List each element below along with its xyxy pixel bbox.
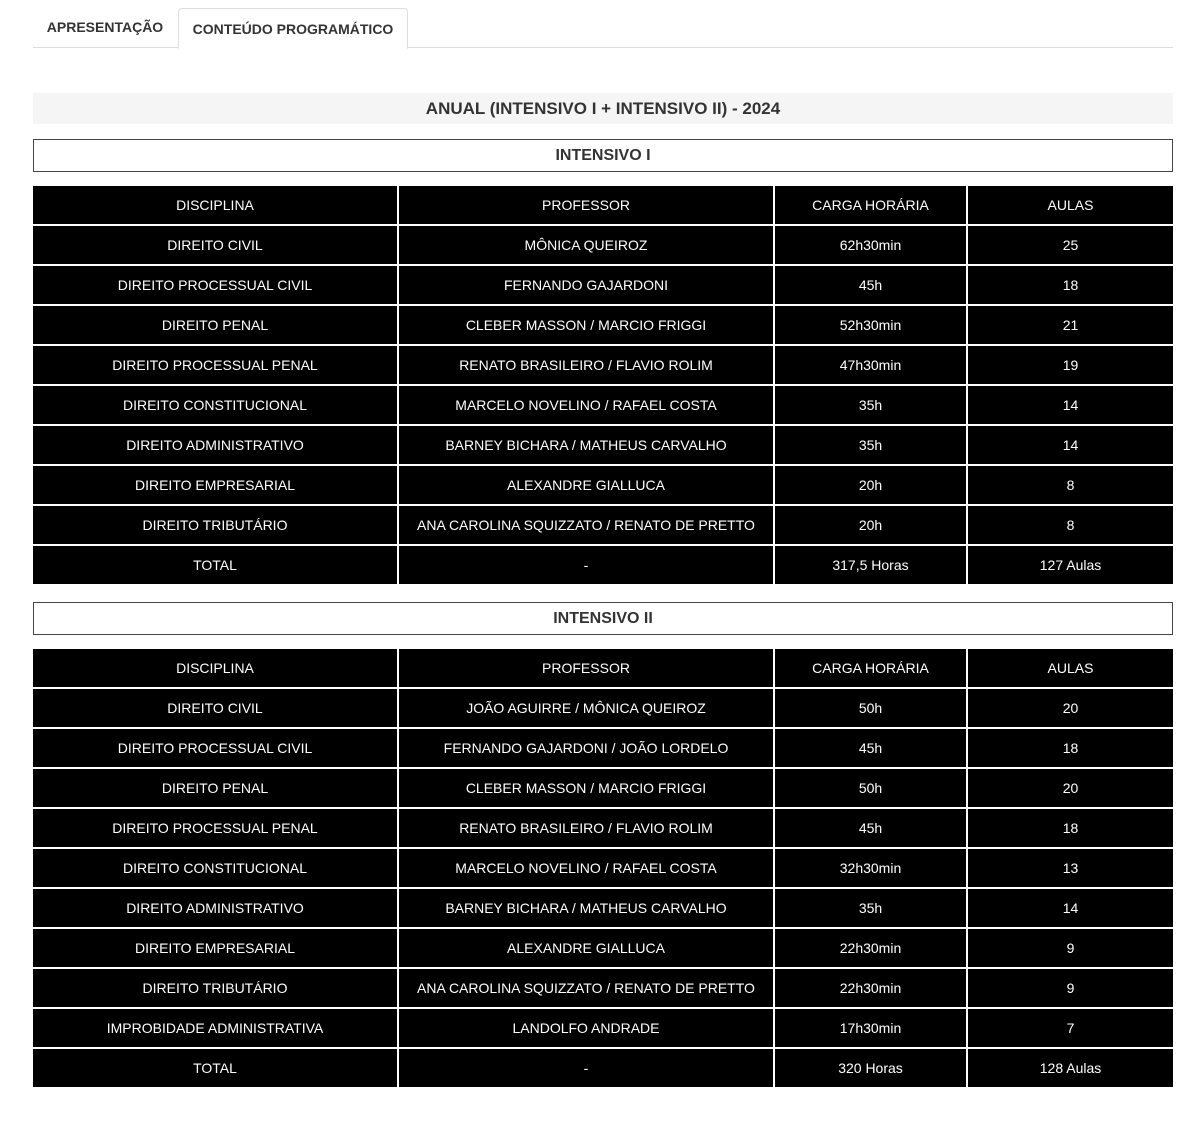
cell-disciplina: DIREITO ADMINISTRATIVO — [33, 888, 398, 928]
table-intensivo-2 — [33, 649, 1173, 1087]
cell-disciplina: DIREITO EMPRESARIAL — [33, 928, 398, 968]
section-title-intensivo-1: INTENSIVO I — [33, 139, 1173, 172]
cell-professor: ANA CAROLINA SQUIZZATO / RENATO DE PRETTO — [398, 968, 774, 1008]
cell-carga-horaria: 35h — [774, 888, 967, 928]
cell-professor: FERNANDO GAJARDONI — [398, 265, 774, 305]
cell-professor: BARNEY BICHARA / MATHEUS CARVALHO — [398, 425, 774, 465]
cell-aulas: 9 — [967, 928, 1173, 968]
table-row — [33, 768, 1173, 808]
cell-aulas: 13 — [967, 848, 1173, 888]
cell-carga-horaria: 35h — [774, 425, 967, 465]
cell-aulas: 9 — [967, 968, 1173, 1008]
cell-aulas: 18 — [967, 808, 1173, 848]
cell-disciplina: DIREITO PROCESSUAL CIVIL — [33, 728, 398, 768]
cell-carga-horaria: 35h — [774, 385, 967, 425]
cell-aulas: 20 — [967, 688, 1173, 728]
table-header-row — [33, 186, 1173, 225]
table-row — [33, 848, 1173, 888]
table-row — [33, 305, 1173, 345]
cell-disciplina: DIREITO CONSTITUCIONAL — [33, 385, 398, 425]
cell-professor: RENATO BRASILEIRO / FLAVIO ROLIM — [398, 345, 774, 385]
cell-professor: FERNANDO GAJARDONI / JOÃO LORDELO — [398, 728, 774, 768]
tab-bar — [33, 8, 1173, 48]
cell-aulas: 18 — [967, 728, 1173, 768]
cell-carga-horaria: 50h — [774, 768, 967, 808]
cell-professor: MARCELO NOVELINO / RAFAEL COSTA — [398, 385, 774, 425]
table-total-row — [33, 545, 1173, 584]
cell-professor: ANA CAROLINA SQUIZZATO / RENATO DE PRETTO — [398, 505, 774, 545]
table-row — [33, 968, 1173, 1008]
header-carga-horaria: CARGA HORÁRIA — [774, 186, 967, 225]
table-row — [33, 888, 1173, 928]
cell-aulas: 8 — [967, 505, 1173, 545]
cell-carga-horaria: 50h — [774, 688, 967, 728]
header-disciplina: DISCIPLINA — [33, 186, 398, 225]
cell-carga-horaria: 52h30min — [774, 305, 967, 345]
header-disciplina: DISCIPLINA — [33, 649, 398, 688]
table-row — [33, 688, 1173, 728]
header-professor: PROFESSOR — [398, 186, 774, 225]
cell-professor: RENATO BRASILEIRO / FLAVIO ROLIM — [398, 808, 774, 848]
section-title-intensivo-2: INTENSIVO II — [33, 602, 1173, 635]
cell-carga-horaria: 45h — [774, 265, 967, 305]
table-row — [33, 1008, 1173, 1048]
cell-aulas: 127 Aulas — [967, 545, 1173, 584]
cell-professor: ALEXANDRE GIALLUCA — [398, 465, 774, 505]
table-total-row — [33, 1048, 1173, 1087]
cell-carga-horaria: 22h30min — [774, 968, 967, 1008]
cell-carga-horaria: 20h — [774, 465, 967, 505]
table-row — [33, 425, 1173, 465]
cell-carga-horaria: 32h30min — [774, 848, 967, 888]
cell-carga-horaria: 62h30min — [774, 225, 967, 265]
header-aulas: AULAS — [967, 186, 1173, 225]
table-intensivo-1 — [33, 186, 1173, 584]
cell-aulas: 25 — [967, 225, 1173, 265]
cell-carga-horaria: 17h30min — [774, 1008, 967, 1048]
table-row — [33, 465, 1173, 505]
cell-aulas: 7 — [967, 1008, 1173, 1048]
cell-professor: CLEBER MASSON / MARCIO FRIGGI — [398, 768, 774, 808]
cell-aulas: 21 — [967, 305, 1173, 345]
tab-conteudo-programatico[interactable]: CONTEÚDO PROGRAMÁTICO — [178, 8, 408, 49]
cell-aulas: 19 — [967, 345, 1173, 385]
table-row — [33, 345, 1173, 385]
table-row — [33, 928, 1173, 968]
cell-aulas: 14 — [967, 888, 1173, 928]
cell-aulas: 8 — [967, 465, 1173, 505]
cell-disciplina: DIREITO PROCESSUAL PENAL — [33, 345, 398, 385]
cell-disciplina: TOTAL — [33, 1048, 398, 1087]
cell-carga-horaria: 45h — [774, 808, 967, 848]
table-row — [33, 265, 1173, 305]
cell-aulas: 14 — [967, 385, 1173, 425]
cell-professor: - — [398, 1048, 774, 1087]
page-title: ANUAL (INTENSIVO I + INTENSIVO II) - 2024 — [33, 93, 1173, 124]
cell-aulas: 18 — [967, 265, 1173, 305]
cell-professor: BARNEY BICHARA / MATHEUS CARVALHO — [398, 888, 774, 928]
table-row — [33, 385, 1173, 425]
cell-disciplina: DIREITO CIVIL — [33, 225, 398, 265]
header-aulas: AULAS — [967, 649, 1173, 688]
cell-carga-horaria: 45h — [774, 728, 967, 768]
cell-carga-horaria: 317,5 Horas — [774, 545, 967, 584]
cell-carga-horaria: 22h30min — [774, 928, 967, 968]
table-row — [33, 808, 1173, 848]
cell-carga-horaria: 320 Horas — [774, 1048, 967, 1087]
cell-disciplina: DIREITO PENAL — [33, 768, 398, 808]
cell-carga-horaria: 20h — [774, 505, 967, 545]
header-carga-horaria: CARGA HORÁRIA — [774, 649, 967, 688]
cell-aulas: 20 — [967, 768, 1173, 808]
cell-professor: - — [398, 545, 774, 584]
cell-professor: ALEXANDRE GIALLUCA — [398, 928, 774, 968]
tab-apresentacao[interactable]: APRESENTAÇÃO — [46, 19, 164, 35]
header-professor: PROFESSOR — [398, 649, 774, 688]
cell-disciplina: DIREITO PROCESSUAL CIVIL — [33, 265, 398, 305]
cell-aulas: 14 — [967, 425, 1173, 465]
cell-professor: LANDOLFO ANDRADE — [398, 1008, 774, 1048]
cell-disciplina: DIREITO CIVIL — [33, 688, 398, 728]
cell-disciplina: DIREITO PROCESSUAL PENAL — [33, 808, 398, 848]
cell-professor: JOÃO AGUIRRE / MÔNICA QUEIROZ — [398, 688, 774, 728]
cell-disciplina: DIREITO EMPRESARIAL — [33, 465, 398, 505]
cell-carga-horaria: 47h30min — [774, 345, 967, 385]
cell-disciplina: DIREITO ADMINISTRATIVO — [33, 425, 398, 465]
cell-professor: MÔNICA QUEIROZ — [398, 225, 774, 265]
table-row — [33, 728, 1173, 768]
cell-aulas: 128 Aulas — [967, 1048, 1173, 1087]
table-row — [33, 225, 1173, 265]
table-row — [33, 505, 1173, 545]
cell-disciplina: DIREITO PENAL — [33, 305, 398, 345]
cell-disciplina: TOTAL — [33, 545, 398, 584]
table-header-row — [33, 649, 1173, 688]
cell-professor: MARCELO NOVELINO / RAFAEL COSTA — [398, 848, 774, 888]
cell-professor: CLEBER MASSON / MARCIO FRIGGI — [398, 305, 774, 345]
cell-disciplina: DIREITO CONSTITUCIONAL — [33, 848, 398, 888]
cell-disciplina: DIREITO TRIBUTÁRIO — [33, 505, 398, 545]
cell-disciplina: IMPROBIDADE ADMINISTRATIVA — [33, 1008, 398, 1048]
cell-disciplina: DIREITO TRIBUTÁRIO — [33, 968, 398, 1008]
